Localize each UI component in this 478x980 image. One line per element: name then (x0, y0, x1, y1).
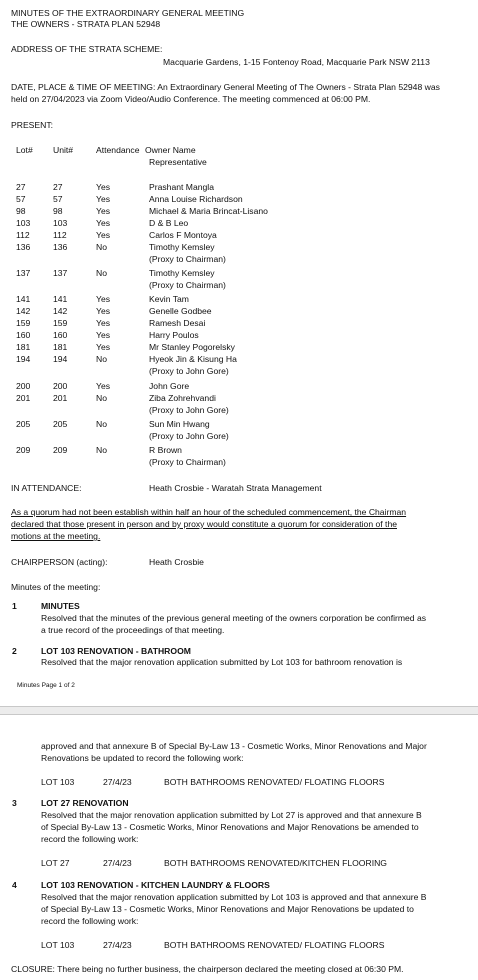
address-value: Macquarie Gardens, 1-15 Fontenoy Road, Macquarie Park NSW 2113 (163, 57, 430, 67)
row-owner: Genelle Godbee (149, 306, 212, 316)
page-footer: Minutes Page 1 of 2 (17, 682, 75, 689)
row-lot: 194 (16, 354, 31, 364)
row-lot: 200 (16, 381, 31, 391)
row-lot: 103 (16, 218, 31, 228)
row-lot: 112 (16, 230, 30, 240)
motion-2-line-1: Resolved that the major renovation application submitted by Lot 103 for bathroom renovation is (41, 657, 403, 667)
row-unit: 112 (53, 230, 67, 240)
row-lot: 98 (16, 206, 26, 216)
row-lot: 201 (16, 393, 31, 403)
quorum-line-2: declared that those present in person and by proxy would constitute a quorum for consideration of the (11, 519, 397, 529)
page-break (0, 707, 478, 714)
doc-title: MINUTES OF THE EXTRAORDINARY GENERAL MEETING (11, 8, 245, 18)
row-unit: 98 (53, 206, 63, 216)
row-attendance: Yes (96, 330, 111, 340)
present-label: PRESENT: (11, 120, 54, 130)
row-owner: Michael & Maria Brincat-Lisano (149, 206, 268, 216)
row-unit: 159 (53, 318, 68, 328)
closure-text: CLOSURE: There being no further business, the chairperson declared the meeting closed at 06:30 PM. (11, 964, 404, 974)
motion-3-title: LOT 27 RENOVATION (41, 798, 129, 808)
row-unit: 160 (53, 330, 68, 340)
motion-2-title: LOT 103 RENOVATION - BATHROOM (41, 646, 191, 656)
motion-4-title: LOT 103 RENOVATION - KITCHEN LAUNDRY & FLOORS (41, 880, 270, 890)
row-owner: Mr Stanley Pogorelsky (149, 342, 235, 352)
row-proxy: (Proxy to John Gore) (149, 431, 229, 441)
row-attendance: Yes (96, 306, 111, 316)
row-owner: Harry Poulos (149, 330, 199, 340)
row-owner: Timothy Kemsley (149, 268, 215, 278)
motion-2-record-work: BOTH BATHROOMS RENOVATED/ FLOATING FLOORS (164, 777, 385, 787)
row-unit: 27 (53, 182, 63, 192)
motion-4-line-3: record the following work: (41, 916, 139, 926)
quorum-line-1: As a quorum had not been establish within half an hour of the scheduled commencement, the Chairman (11, 507, 407, 517)
row-owner: Kevin Tam (149, 294, 189, 304)
motion-2-number: 2 (12, 646, 17, 656)
motion-3-record-lot: LOT 27 (41, 858, 70, 868)
row-owner: D & B Leo (149, 218, 189, 228)
row-lot: 141 (16, 294, 31, 304)
row-attendance: Yes (96, 218, 111, 228)
motion-2-cont-1: approved and that annexure B of Special By-Law 13 - Cosmetic Works, Minor Renovations and Major (41, 741, 427, 751)
row-attendance: No (96, 242, 107, 252)
row-attendance: No (96, 445, 107, 455)
row-unit: 103 (53, 218, 68, 228)
row-attendance: No (96, 268, 107, 278)
row-lot: 181 (16, 342, 31, 352)
page-edge-bottom (0, 714, 478, 715)
motion-3-line-2: of Special By-Law 13 - Cosmetic Works, Minor Renovations and Major Renovations be amended to (41, 822, 419, 832)
row-owner: R Brown (149, 445, 182, 455)
motion-4-record-work: BOTH BATHROOMS RENOVATED/ FLOATING FLOORS (164, 940, 385, 950)
col-rep-header: Representative (149, 157, 207, 167)
row-lot: 137 (16, 268, 31, 278)
row-owner: Ziba Zohrehvandi (149, 393, 216, 403)
col-owner-header: Owner Name (145, 145, 196, 155)
motion-1-title: MINUTES (41, 601, 80, 611)
row-unit: 201 (53, 393, 68, 403)
row-owner: Timothy Kemsley (149, 242, 215, 252)
row-unit: 136 (53, 242, 68, 252)
row-attendance: Yes (96, 342, 111, 352)
row-lot: 27 (16, 182, 26, 192)
quorum-line-3: motions at the meeting. (11, 531, 101, 541)
row-lot: 57 (16, 194, 26, 204)
meeting-line-1: DATE, PLACE & TIME OF MEETING: An Extraordinary General Meeting of The Owners - Strata Plan 52948 was (11, 82, 440, 92)
row-lot: 209 (16, 445, 31, 455)
row-unit: 137 (53, 268, 68, 278)
row-owner: Anna Louise Richardson (149, 194, 243, 204)
row-unit: 205 (53, 419, 68, 429)
meeting-line-2: held on 27/04/2023 via Zoom Video/Audio Conference. The meeting commenced at 06:00 PM. (11, 94, 371, 104)
doc-subtitle: THE OWNERS - STRATA PLAN 52948 (11, 19, 161, 29)
in-attendance-value: Heath Crosbie - Waratah Strata Management (149, 483, 322, 493)
motion-2-cont-2: Renovations be updated to record the following work: (41, 753, 244, 763)
row-owner: Carlos F Montoya (149, 230, 217, 240)
minutes-label: Minutes of the meeting: (11, 582, 101, 592)
row-attendance: No (96, 393, 107, 403)
row-attendance: Yes (96, 318, 111, 328)
row-attendance: No (96, 419, 107, 429)
motion-4-record-date: 27/4/23 (103, 940, 132, 950)
row-attendance: Yes (96, 381, 111, 391)
row-owner: Ramesh Desai (149, 318, 206, 328)
row-lot: 159 (16, 318, 31, 328)
row-attendance: Yes (96, 230, 111, 240)
row-unit: 200 (53, 381, 68, 391)
row-proxy: (Proxy to Chairman) (149, 254, 226, 264)
row-proxy: (Proxy to Chairman) (149, 280, 226, 290)
address-label: ADDRESS OF THE STRATA SCHEME: (11, 44, 163, 54)
col-attendance-header: Attendance (96, 145, 140, 155)
row-proxy: (Proxy to Chairman) (149, 457, 226, 467)
row-unit: 141 (53, 294, 68, 304)
row-attendance: No (96, 354, 107, 364)
motion-3-number: 3 (12, 798, 17, 808)
row-lot: 205 (16, 419, 31, 429)
row-attendance: Yes (96, 182, 111, 192)
row-attendance: Yes (96, 294, 111, 304)
chair-value: Heath Crosbie (149, 557, 204, 567)
row-owner: John Gore (149, 381, 190, 391)
col-unit-header: Unit# (53, 145, 74, 155)
row-unit: 209 (53, 445, 68, 455)
motion-1-line-1: Resolved that the minutes of the previous general meeting of the owners corporation be confirmed as (41, 613, 427, 623)
motion-1-number: 1 (12, 601, 17, 611)
row-lot: 160 (16, 330, 31, 340)
row-unit: 57 (53, 194, 63, 204)
row-proxy: (Proxy to John Gore) (149, 366, 229, 376)
motion-4-record-lot: LOT 103 (41, 940, 75, 950)
row-owner: Prashant Mangla (149, 182, 214, 192)
row-unit: 194 (53, 354, 68, 364)
row-owner: Hyeok Jin & Kisung Ha (149, 354, 237, 364)
motion-3-record-date: 27/4/23 (103, 858, 132, 868)
row-unit: 181 (53, 342, 68, 352)
chair-label: CHAIRPERSON (acting): (11, 557, 108, 567)
motion-4-number: 4 (12, 880, 17, 890)
row-lot: 142 (16, 306, 31, 316)
row-owner: Sun Min Hwang (149, 419, 210, 429)
motion-4-line-1: Resolved that the major renovation application submitted by Lot 103 is approved and that annexure B (41, 892, 427, 902)
motion-4-line-2: of Special By-Law 13 - Cosmetic Works, Minor Renovations and Major Renovations be updated to (41, 904, 414, 914)
row-attendance: Yes (96, 206, 111, 216)
motion-1-line-2: a true record of the proceedings of that meeting. (41, 625, 225, 635)
col-lot-header: Lot# (16, 145, 33, 155)
motion-2-record-lot: LOT 103 (41, 777, 75, 787)
motion-3-line-3: record the following work: (41, 834, 139, 844)
motion-2-record-date: 27/4/23 (103, 777, 132, 787)
in-attendance-label: IN ATTENDANCE: (11, 483, 82, 493)
row-attendance: Yes (96, 194, 111, 204)
motion-3-line-1: Resolved that the major renovation application submitted by Lot 27 is approved and that annexure B (41, 810, 422, 820)
motion-3-record-work: BOTH BATHROOMS RENOVATED/KITCHEN FLOORING (164, 858, 387, 868)
row-unit: 142 (53, 306, 68, 316)
row-proxy: (Proxy to John Gore) (149, 405, 229, 415)
row-lot: 136 (16, 242, 31, 252)
